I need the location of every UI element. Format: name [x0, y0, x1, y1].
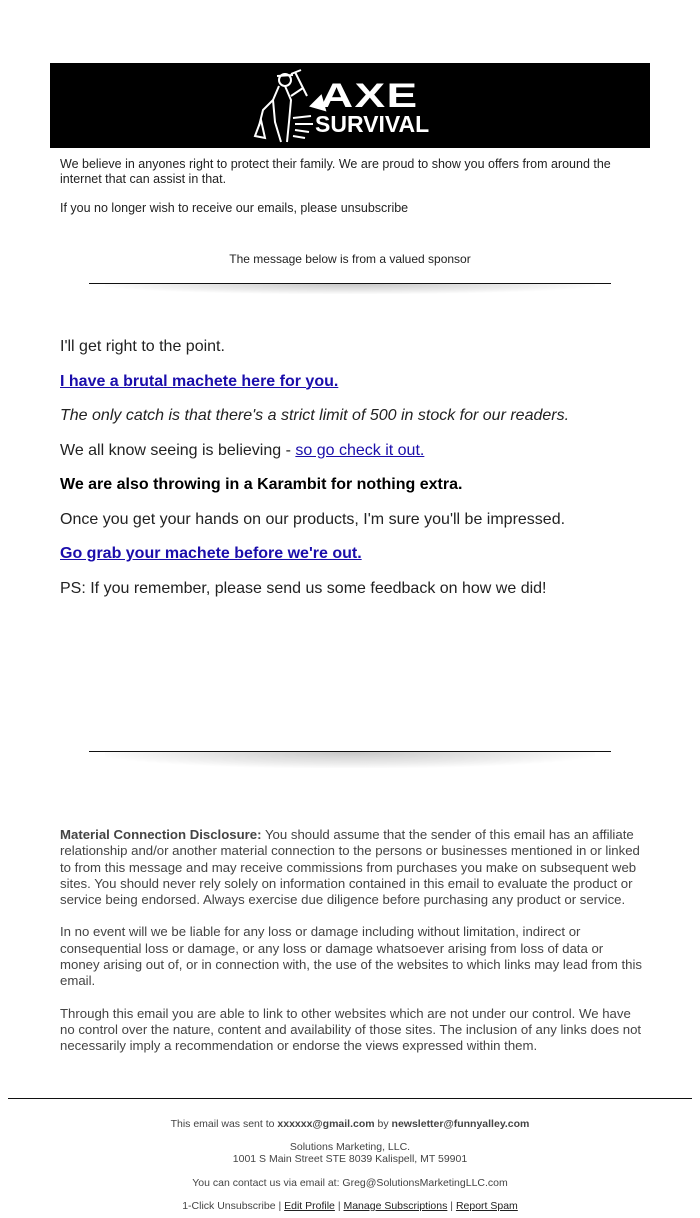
footer-divider	[8, 1098, 692, 1099]
message-intro: I'll get right to the point.	[60, 338, 225, 355]
message-stock-limit: The only catch is that there's a strict limit of 500 in stock for our readers.	[60, 407, 570, 424]
manage-subscriptions-link[interactable]: Manage Subscriptions	[343, 1200, 448, 1212]
unsubscribe-prefix: If you no longer wish to receive our emails, please	[60, 201, 338, 215]
company-name: Solutions Marketing, LLC.	[289, 1141, 411, 1153]
top-divider-shadow	[105, 284, 595, 294]
email-container	[50, 63, 650, 148]
recipient-email: xxxxxx@gmail.com	[277, 1118, 375, 1130]
message-ps: PS: If you remember, please send us some feedback on how we did!	[60, 579, 547, 597]
disclosure-text: You should assume that the sender of this email has an affiliate relationship and/or another material connection to the persons or businesses mentioned in or linked to from this message and may receive commissions from purchases you make on subsequent web sites. You should never rely solely on information contained in this email to evaluate the product or service being endorsed. Always exercise due diligence before purchasing any product or service.	[60, 827, 640, 908]
check-it-out-link[interactable]: so go check it out.	[295, 441, 425, 459]
sent-by: by	[374, 1118, 392, 1130]
bottom-divider-shadow	[105, 752, 595, 768]
separator: |	[275, 1200, 285, 1212]
check-prefix: We all know seeing is believing -	[60, 441, 296, 459]
intro-section	[60, 157, 650, 230]
header-banner[interactable]	[50, 63, 650, 148]
grab-machete-link[interactable]: Go grab your machete before we're out.	[60, 545, 362, 562]
disclosure-paragraph	[60, 827, 645, 908]
logo-text-survival: SURVIVAL	[315, 111, 430, 137]
unsubscribe-line	[60, 201, 650, 216]
sent-prefix: This email was sent to	[170, 1118, 278, 1130]
footer-links	[0, 1200, 700, 1212]
separator: |	[334, 1200, 344, 1212]
machete-link[interactable]: I have a brutal machete here for you.	[60, 372, 339, 390]
message-impressed: Once you get your hands on our products, I'm sure you'll be impressed.	[60, 510, 566, 528]
message-karambit: We are also throwing in a Karambit for nothing extra.	[60, 476, 463, 493]
edit-profile-link[interactable]: Edit Profile	[284, 1200, 335, 1212]
message-check-it-out	[60, 442, 640, 477]
contact-line: You can contact us via email at: Greg@SolutionsMarketingLLC.com	[192, 1177, 508, 1189]
legal-section	[60, 827, 645, 1071]
unsubscribe-link[interactable]: unsubscribe	[340, 201, 409, 215]
report-spam-link[interactable]: Report Spam	[455, 1200, 518, 1212]
sponsor-message	[60, 338, 640, 614]
message-link-machete-para	[60, 373, 640, 408]
sender-email: newsletter@funnyalley.com	[391, 1118, 530, 1130]
liability-paragraph: In no event will we be liable for any loss or damage including without limitation, indirect or consequential loss or damage, or any loss or damage whatsoever arising from loss of data or money arising out of, or in connection with, the use of the websites to which links may lead from this email.	[60, 924, 643, 989]
sponsor-note: The message below is from a valued sponsor	[229, 252, 471, 266]
one-click-unsubscribe[interactable]: 1-Click Unsubscribe	[182, 1200, 276, 1212]
message-grab-para	[60, 545, 640, 580]
disclosure-label: Material Connection Disclosure:	[60, 827, 262, 842]
mission-statement: We believe in anyones right to protect their family. We are proud to show you offers from around the internet that can assist in that.	[60, 157, 611, 186]
footer	[0, 1118, 700, 1212]
company-address: 1001 S Main Street STE 8039 Kalispell, MT 59901	[232, 1153, 468, 1165]
external-links-paragraph: Through this email you are able to link to other websites which are not under our control. We have no control over the nature, content and availability of those sites. The inclusion of any links does not necessarily imply a recommendation or endorse the views expressed within them.	[60, 1005, 642, 1054]
separator: |	[447, 1200, 456, 1212]
sent-to-line	[0, 1118, 700, 1130]
logo-text-axe: AXE	[320, 77, 419, 115]
